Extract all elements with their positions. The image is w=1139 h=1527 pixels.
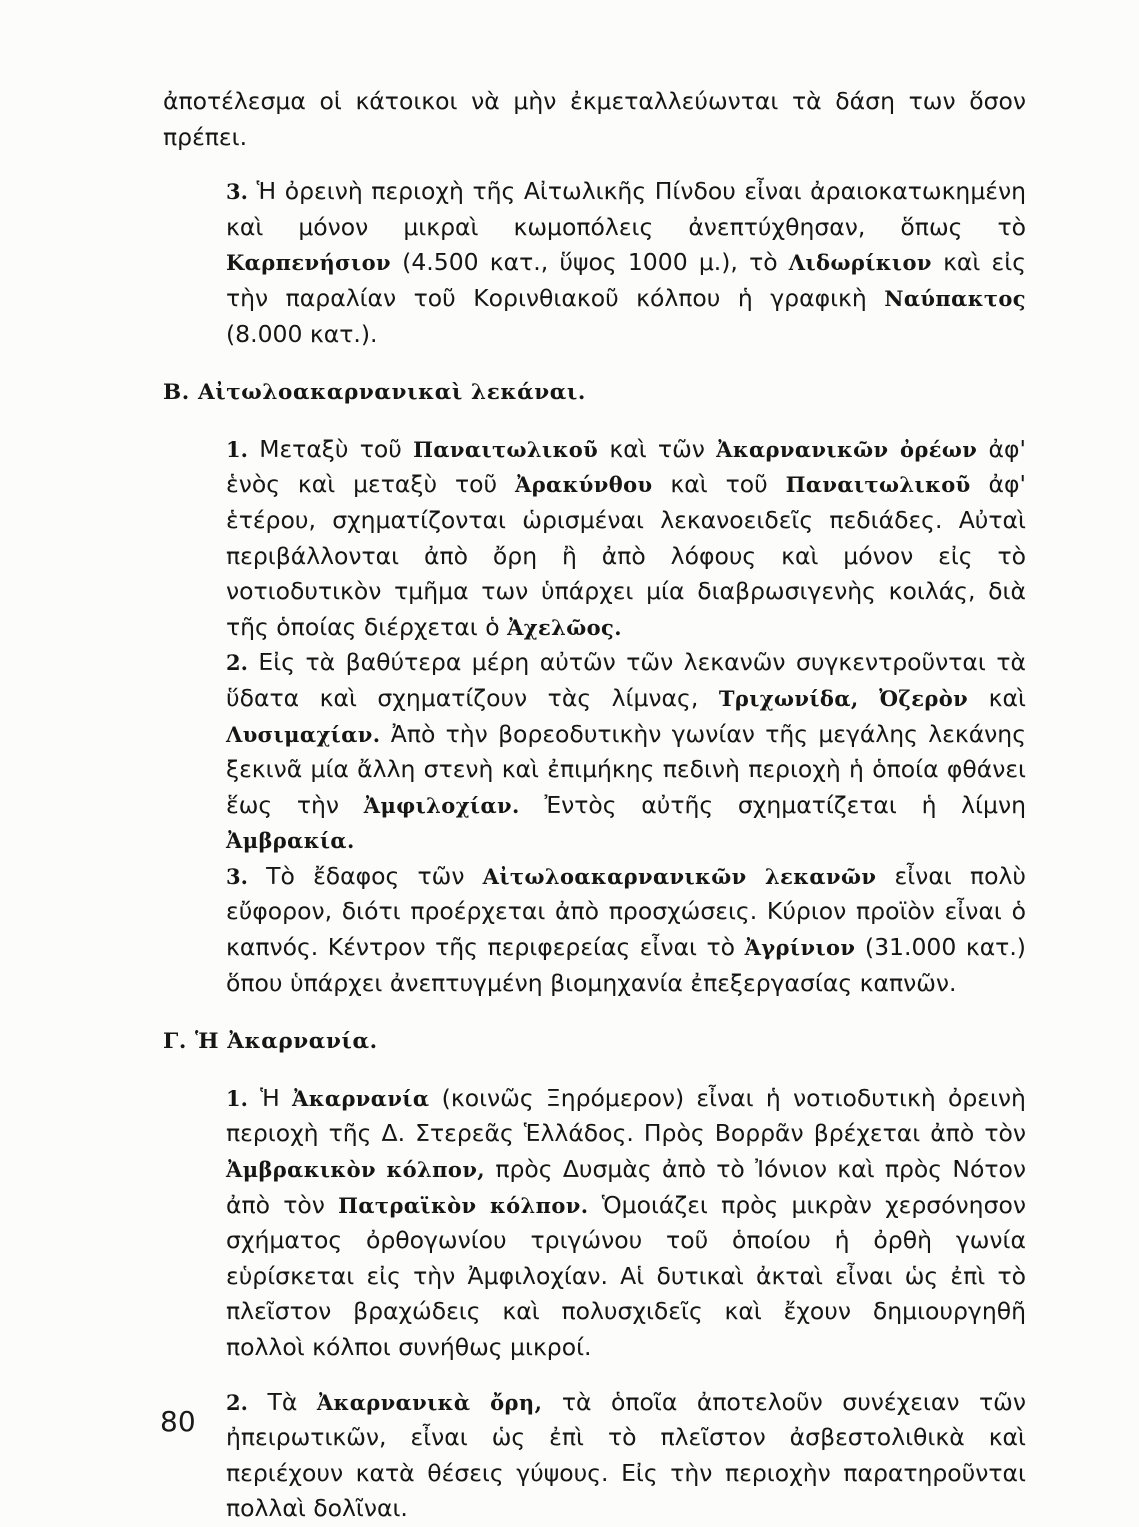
paragraph-number: 1. bbox=[226, 1085, 248, 1111]
paragraph-number: 1. bbox=[226, 436, 248, 462]
bold-term: Ἀκαρνανία bbox=[292, 1085, 430, 1111]
bold-term: Ἀρακύνθου bbox=[515, 472, 653, 498]
bold-term: Πατραϊκὸν κόλπον. bbox=[338, 1192, 589, 1218]
intro-paragraph: ἀποτέλεσμα οἱ κάτοικοι νὰ μὴν ἐκμεταλλεύωνται τὰ δάση των ὅσον πρέπει. bbox=[163, 87, 1026, 151]
bold-term: Ἀχελῶος. bbox=[507, 614, 622, 640]
section-c-paragraph-2: 2. Τὰ Ἀκαρνανικὰ ὄρη, τὰ ὁποῖα ἀποτελοῦν συνέχειαν τῶν ἠπειρωτικῶν, εἶναι ὡς ἐπὶ τὸ πλεῖστον ἀσβεστολιθικὰ καὶ περιέχουν κατὰ θέσεις γύψους. Εἰς τὴν περιοχὴν παρατηροῦνται πολλαὶ δολῖναι. bbox=[226, 1387, 1026, 1523]
section-b-heading: Β. Αἰτωλοακαρνανικαὶ λεκάναι. bbox=[163, 380, 586, 406]
bold-term: Αἰτωλοακαρνανικῶν λεκανῶν bbox=[482, 863, 877, 889]
bold-term: Παναιτωλικοῦ bbox=[413, 436, 599, 462]
bold-term: Ἀκαρνανικῶν ὀρέων bbox=[716, 436, 978, 462]
bold-term: Λυσιμαχίαν. bbox=[226, 721, 381, 747]
bold-term: Παναιτωλικοῦ bbox=[785, 472, 971, 498]
bold-term: Ἀμβρακικὸν κόλπον, bbox=[226, 1157, 486, 1183]
section-b-paragraph-1: 1. Μεταξὺ τοῦ Παναιτωλικοῦ καὶ τῶν Ἀκαρνανικῶν ὀρέων ἀφ' ἑνὸς καὶ μεταξὺ τοῦ Ἀρακύνθου καὶ τοῦ Παναιτωλικοῦ ἀφ' ἑτέρου, σχηματίζονται ὡρισμέναι λεκανοειδεῖς πεδιάδες. Αὐταὶ περιβάλλονται ἀπὸ ὄρη ἢ ἀπὸ λόφους καὶ μόνον εἰς τὸ νοτιοδυτικὸν τμῆμα των ὑπάρχει μία διαβρωσιγενὴς κοιλάς, διὰ τῆς ὁποίας διέρχεται ὁ Ἀχελῶος. bbox=[226, 434, 1026, 641]
bold-term: Ἀγρίνιον bbox=[744, 935, 856, 961]
section-a-paragraph-3: 3. Ἡ ὀρεινὴ περιοχὴ τῆς Αἰτωλικῆς Πίνδου εἶναι ἀραιοκατωκημένη καὶ μόνον μικραὶ κωμοπόλεις ἀνεπτύχθησαν, ὅπως τὸ Καρπενήσιον (4.500 κατ., ὕψος 1000 μ.), τὸ Λιδωρίκιον καὶ εἰς τὴν παραλίαν τοῦ Κορινθιακοῦ κόλπου ἡ γραφικὴ Ναύπακτος (8.000 κατ.). bbox=[226, 177, 1026, 348]
section-c-paragraph-1: 1. Ἡ Ἀκαρνανία (κοινῶς Ξηρόμερον) εἶναι ἡ νοτιοδυτικὴ ὀρεινὴ περιοχὴ τῆς Δ. Στερεᾶς Ἑλλάδος. Πρὸς Βορρᾶν βρέχεται ἀπὸ τὸν Ἀμβρακικὸν κόλπον, πρὸς Δυσμὰς ἀπὸ τὸ Ἰόνιον καὶ πρὸς Νότον ἀπὸ τὸν Πατραϊκὸν κόλπον. Ὁμοιάζει πρὸς μικρὰν χερσόνησον σχήματος ὀρθογωνίου τριγώνου τοῦ ὁποίου ἡ ὀρθὴ γωνία εὑρίσκεται εἰς τὴν Ἀμφιλοχίαν. Αἱ δυτικαὶ ἀκταὶ εἶναι ὡς ἐπὶ τὸ πλεῖστον βραχώδεις καὶ πολυσχιδεῖς καὶ ἔχουν δημιουργηθῆ πολλοὶ κόλποι συνήθως μικροί. bbox=[226, 1083, 1026, 1361]
paragraph-number: 2. bbox=[226, 650, 248, 676]
section-b-paragraph-2: 2. Εἰς τὰ βαθύτερα μέρη αὐτῶν τῶν λεκανῶν συγκεντροῦνται τὰ ὕδατα καὶ σχηματίζουν τὰς λίμνας, Τριχωνίδα, Ὀζερὸν καὶ Λυσιμαχίαν. Ἀπὸ τὴν βορεοδυτικὴν γωνίαν τῆς μεγάλης λεκάνης ξεκινᾶ μία ἄλλη στενὴ καὶ ἐπιμήκης πεδινὴ περιοχὴ ἡ ὁποία φθάνει ἕως τὴν Ἀμφιλοχίαν. Ἐντὸς αὐτῆς σχηματίζεται ἡ λίμνη Ἀμβρακία. bbox=[226, 648, 1026, 854]
bold-term: Ἀμβρακία. bbox=[226, 828, 355, 854]
bold-term: Ἀμφιλοχίαν. bbox=[363, 792, 520, 818]
page-number: 80 bbox=[160, 1405, 196, 1438]
bold-term: Ὀζερὸν bbox=[879, 685, 969, 711]
section-c-heading: Γ. Ἡ Ἀκαρνανία. bbox=[163, 1029, 378, 1055]
paragraph-number: 3. bbox=[226, 179, 248, 205]
bold-term: Ναύπακτος bbox=[884, 285, 1026, 311]
bold-term: Ἀκαρνανικὰ ὄρη, bbox=[316, 1389, 543, 1415]
page-body bbox=[163, 84, 1026, 1527]
paragraph-number: 2. bbox=[226, 1389, 248, 1415]
paragraph-number: 3. bbox=[226, 863, 248, 889]
section-b-paragraph-3: 3. Τὸ ἔδαφος τῶν Αἰτωλοακαρνανικῶν λεκανῶν εἶναι πολὺ εὔφορον, διότι προέρχεται ἀπὸ προσχώσεις. Κύριον προϊὸν εἶναι ὁ καπνός. Κέντρον τῆς περιφερείας εἶναι τὸ Ἀγρίνιον (31.000 κατ.) ὅπου ὑπάρχει ἀνεπτυγμένη βιομηχανία ἐπεξεργασίας καπνῶν. bbox=[226, 861, 1026, 997]
bold-term: Τριχωνίδα, bbox=[718, 685, 859, 711]
bold-term: Λιδωρίκιον bbox=[788, 250, 932, 276]
bold-term: Καρπενήσιον bbox=[226, 250, 391, 276]
